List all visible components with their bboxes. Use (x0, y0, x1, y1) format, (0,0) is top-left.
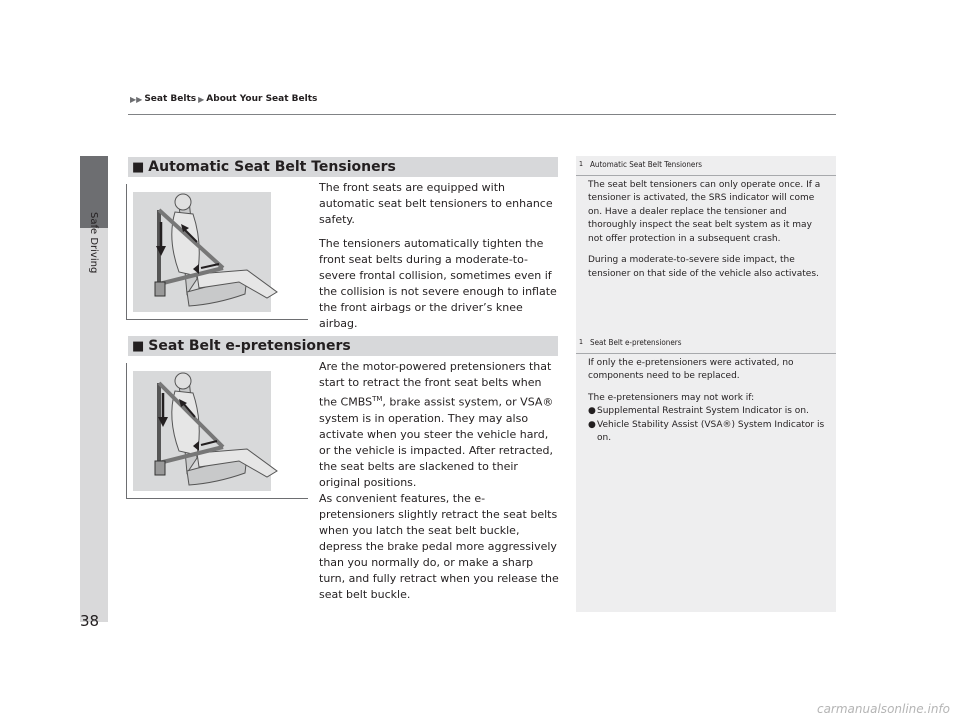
reference-number-icon: 1 (579, 160, 584, 169)
breadcrumb-item-seat-belts[interactable]: Seat Belts (144, 94, 197, 104)
section-title: Automatic Seat Belt Tensioners (148, 159, 396, 175)
paragraph-text: Are the motor-powered pretensioners that start to retract the front seat belts when the CMBS (319, 360, 552, 409)
note-title (576, 156, 836, 176)
note-paragraph: During a moderate-to-severe side impact, the tensioner on that side of the vehicle also activates. (588, 255, 819, 279)
square-bullet-icon: ■ (132, 159, 145, 175)
note-tensioners (576, 156, 836, 289)
chapter-label: Safe Driving (88, 212, 99, 274)
note-paragraph: The seat belt tensioners can only operate once. If a tensioner is activated, the SRS indicator will come on. Have a dealer replace the tensioner and thoroughly inspect the seat belt system as it may not offer protection in a subsequent crash. (588, 179, 821, 244)
e-pretensioner-illustration (126, 363, 308, 499)
list-item (588, 405, 828, 419)
trademark-mark: TM (372, 395, 383, 403)
list-item-text: Supplemental Restraint System Indicator is on. (597, 406, 809, 416)
chevron-right-icon: ▶▶ (130, 94, 143, 104)
e-pretensioners-body (319, 359, 559, 611)
tensioner-illustration (126, 184, 308, 320)
paragraph: The tensioners automatically tighten the front seat belts during a moderate-to-severe frontal collision, sometimes even if the collision is not severe enough to inflate the front airbags or the driver’s knee airbag. (319, 237, 557, 330)
seat-belt-diagram-icon (127, 184, 308, 319)
note-body (576, 354, 836, 446)
breadcrumb-item-about[interactable]: About Your Seat Belts (206, 94, 318, 104)
breadcrumb (128, 94, 317, 104)
reference-number-icon: 1 (579, 338, 584, 347)
chevron-right-icon: ▶ (198, 94, 205, 104)
seat-belt-diagram-icon (127, 363, 308, 498)
section-heading-tensioners (128, 157, 558, 177)
paragraph-text: , brake assist system, or VSA® system is in operation. They may also activate when you steer the vehicle hard, or the vehicle is impacted. After retracted, the seat belts are slackened to their original positions. (319, 395, 554, 489)
list-item (588, 419, 828, 446)
note-body (576, 176, 836, 282)
paragraph: As convenient features, the e-pretensioners slightly retract the seat belts when you latch the seat belt buckle, depress the brake pedal more aggressively than you normally do, or make a sharp turn, and fully retract when you release the seat belt buckle. (319, 491, 559, 601)
section-heading-e-pretensioners (128, 336, 558, 356)
watermark-text: carmanualsonline.info (816, 702, 950, 716)
bullet-icon: ● (588, 406, 596, 416)
note-title-text: Seat Belt e-pretensioners (590, 338, 682, 347)
list-item-text: Vehicle Stability Assist (VSA®) System Indicator is on. (597, 419, 825, 443)
section-title: Seat Belt e-pretensioners (148, 338, 351, 354)
note-title (576, 334, 836, 354)
bullet-icon: ● (588, 419, 596, 430)
header-divider (128, 114, 836, 115)
note-title-text: Automatic Seat Belt Tensioners (590, 160, 703, 169)
page-number: 38 (80, 612, 100, 630)
square-bullet-icon: ■ (132, 338, 145, 354)
tensioners-body (319, 180, 559, 340)
paragraph: The front seats are equipped with automatic seat belt tensioners to enhance safety. (319, 181, 553, 226)
note-paragraph: If only the e-pretensioners were activated, no components need to be replaced. (588, 357, 794, 381)
note-e-pretensioners (576, 334, 836, 446)
paragraph (319, 359, 559, 491)
note-paragraph: The e-pretensioners may not work if: (588, 392, 755, 403)
